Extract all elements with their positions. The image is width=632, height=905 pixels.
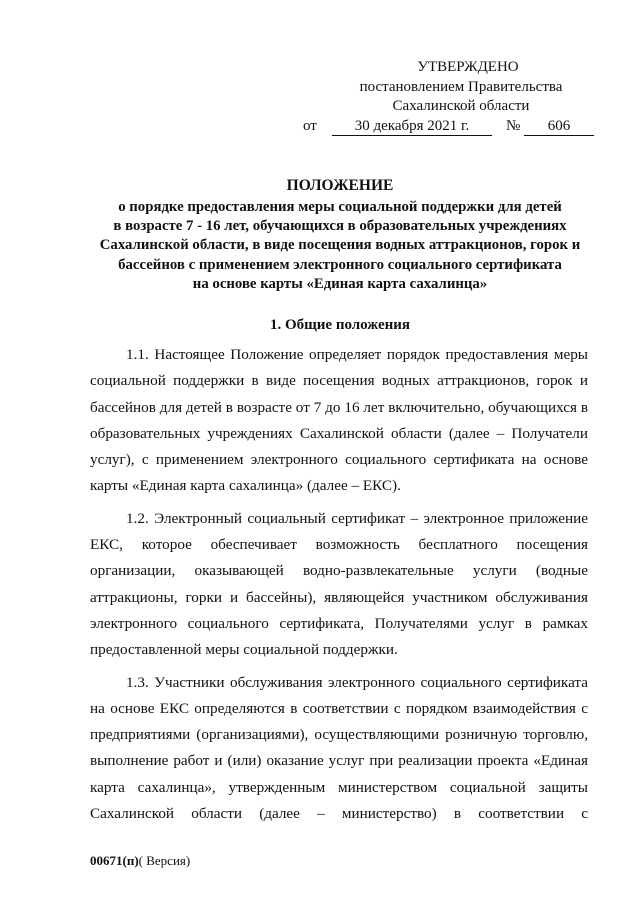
text-line: образовательных учреждениях Сахалинской области (далее – Получатели — [90, 424, 588, 442]
subtitle-line: в возрасте 7 - 16 лет, обучающихся в образовательных учреждениях — [113, 218, 567, 235]
text-line: карты «Единая карта сахалинца» (далее – ЕКС). — [90, 477, 401, 495]
text-line: услуг), с применением электронного социального сертификата на основе — [90, 451, 588, 469]
document-body — [90, 342, 588, 833]
subtitle-line: на основе карты «Единая карта сахалинца» — [192, 275, 488, 292]
text-line: выполнение работ и (или) оказание услуг при реализации проекта «Единая — [90, 752, 588, 770]
document-footer — [90, 853, 190, 869]
subtitle-line: о порядке предоставления меры социальной поддержки для детей — [118, 199, 562, 215]
text-line: Сахалинской области (далее – министерство) в соответствии с — [90, 805, 588, 823]
number-sign: № — [506, 117, 521, 134]
approval-stamp — [300, 58, 600, 137]
document-code: 00671(п) — [90, 853, 139, 868]
from-label: от — [303, 117, 317, 134]
text-line: предоставленной меры социальной поддержки. — [90, 641, 398, 659]
text-line: 1.2. Электронный социальный сертификат – электронное приложение — [126, 509, 588, 527]
paragraph-1-1 — [90, 342, 588, 500]
subtitle-line: бассейнов с применением электронного социального сертификата — [118, 256, 562, 273]
text-line: ЕКС, которое обеспечивает возможность бесплатного посещения — [90, 536, 588, 554]
text-line: на основе ЕКС определяются в соответствии с порядком взаимодействия с — [90, 699, 588, 717]
approval-region: Сахалинской области — [392, 98, 530, 114]
paragraph-1-2 — [90, 506, 588, 664]
text-line: социальной поддержки в виде посещения водных аттракционов, горок и — [90, 372, 588, 390]
text-line: аттракционы, горки и бассейны), являющейся участником обслуживания — [90, 588, 588, 606]
text-line: организации, оказывающей водно-развлекательные услуги (водные — [90, 562, 588, 580]
text-line: карта сахалинца», утвержденным министерством социальной защиты — [90, 778, 588, 796]
subtitle-line: Сахалинской области, в виде посещения водных аттракционов, горок и — [99, 237, 581, 254]
approval-date-line — [300, 117, 600, 137]
approval-heading: УТВЕРЖДЕНО — [417, 59, 519, 75]
approval-date: 30 декабря 2021 г. — [332, 117, 492, 136]
approval-number: 606 — [524, 117, 594, 136]
text-line: бассейнов для детей в возрасте от 7 до 16 лет включительно, обучающихся в — [90, 398, 588, 416]
approval-resolution: постановлением Правительства — [359, 78, 563, 95]
document-version: ( Версия) — [138, 853, 191, 868]
section-heading: 1. Общие положения — [269, 317, 411, 333]
text-line: предприятиями (организациями), осуществляющими розничную торговлю, — [90, 726, 588, 744]
text-line: 1.1. Настоящее Положение определяет порядок предоставления меры — [126, 346, 588, 363]
text-line: 1.3. Участники обслуживания электронного социального сертификата — [126, 673, 588, 691]
document-title: ПОЛОЖЕНИЕ — [286, 177, 394, 194]
document-subtitle — [80, 198, 600, 294]
paragraph-1-3 — [90, 670, 588, 828]
text-line: электронного социального сертификата, Получателями услуг в рамках — [90, 614, 588, 632]
